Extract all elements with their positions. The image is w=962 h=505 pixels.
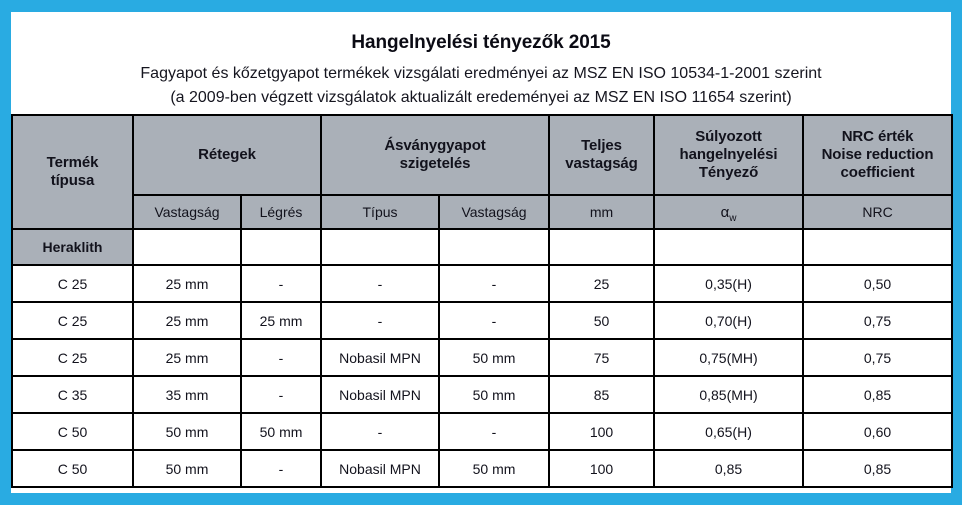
alpha-symbol: α — [720, 203, 730, 221]
cell-asvany-vastagsag: 50 mm — [439, 339, 549, 376]
table-header — [12, 115, 952, 229]
subheader-asvany-vastagsag: Vastagság — [439, 195, 549, 229]
cell-legres: 50 mm — [241, 413, 321, 450]
cell-termek-tipusa: C 50 — [12, 450, 133, 487]
cell-alpha-w: 0,70(H) — [654, 302, 803, 339]
cell-asvany-tipus: - — [321, 265, 439, 302]
cell-asvany-tipus: Nobasil MPN — [321, 376, 439, 413]
cell-teljes-vastagsag: 50 — [549, 302, 654, 339]
header-nrc-line1: NRC érték — [841, 128, 914, 145]
table-row — [12, 413, 952, 450]
header-sulyozott-hangelnyelesi-tenyezo — [654, 115, 803, 195]
cell-asvany-tipus: - — [321, 302, 439, 339]
cell-termek-tipusa: C 35 — [12, 376, 133, 413]
cell-alpha-w: 0,85(MH) — [654, 376, 803, 413]
header-termek-tipusa-line1: Termék — [46, 154, 99, 171]
cell-termek-tipusa: C 25 — [12, 302, 133, 339]
table-row — [12, 450, 952, 487]
cell-nrc: 0,60 — [803, 413, 952, 450]
cell-legres: - — [241, 376, 321, 413]
cell-legres: - — [241, 265, 321, 302]
cell-reteg-vastagsag: 50 mm — [133, 450, 241, 487]
subheader-teljes-vastagsag-mm: mm — [549, 195, 654, 229]
subheader-reteg-vastagsag: Vastagság — [133, 195, 241, 229]
subtitle-line-1: Fagyapot és kőzetgyapot termékek vizsgálati eredményei az MSZ EN ISO 10534-1-2001 szerint — [140, 65, 822, 82]
cell-alpha-w: 0,85 — [654, 450, 803, 487]
content-panel — [11, 12, 951, 493]
header-teljes-vastagsag-line2: vastagság — [565, 155, 638, 172]
cell-nrc: 0,75 — [803, 339, 952, 376]
header-asvanygyapot-line1: Ásványgyapot — [384, 137, 486, 154]
cell-nrc: 0,85 — [803, 450, 952, 487]
header-retegek-line1: Rétegek — [198, 146, 256, 163]
cell-alpha-w: 0,75(MH) — [654, 339, 803, 376]
table-group-row — [12, 229, 952, 265]
subheader-nrc: NRC — [803, 195, 952, 229]
table-row — [12, 302, 952, 339]
header-teljes-vastagsag-line1: Teljes — [581, 137, 622, 154]
cell-legres: 25 mm — [241, 302, 321, 339]
header-asvanygyapot-line2: szigetelés — [399, 155, 471, 172]
cell-asvany-vastagsag: 50 mm — [439, 376, 549, 413]
cell-reteg-vastagsag: 35 mm — [133, 376, 241, 413]
group-row-label: Heraklith — [12, 229, 133, 265]
subheader-alpha-w — [654, 195, 803, 229]
header-nrc-line3: coefficient — [840, 164, 915, 181]
table-row — [12, 376, 952, 413]
cell-teljes-vastagsag: 25 — [549, 265, 654, 302]
header-nrc-line2: Noise reduction — [821, 146, 934, 163]
cell-teljes-vastagsag: 75 — [549, 339, 654, 376]
cell-reteg-vastagsag: 25 mm — [133, 339, 241, 376]
cell-termek-tipusa: C 25 — [12, 265, 133, 302]
alpha-subscript: w — [729, 212, 737, 224]
cell-asvany-vastagsag: - — [439, 413, 549, 450]
group-row-empty-cell — [241, 229, 321, 265]
cell-asvany-tipus: Nobasil MPN — [321, 450, 439, 487]
group-row-empty-cell — [654, 229, 803, 265]
cell-asvany-vastagsag: - — [439, 302, 549, 339]
cell-termek-tipusa: C 50 — [12, 413, 133, 450]
cell-reteg-vastagsag: 25 mm — [133, 302, 241, 339]
page-title: Hangelnyelési tényezők 2015 — [351, 32, 611, 53]
subtitle-line-2: (a 2009-ben végzett vizsgálatok aktualizált eredeményei az MSZ EN ISO 11654 szerint) — [170, 89, 792, 106]
cell-teljes-vastagsag: 100 — [549, 413, 654, 450]
cell-asvany-tipus: Nobasil MPN — [321, 339, 439, 376]
cell-reteg-vastagsag: 50 mm — [133, 413, 241, 450]
cell-asvany-vastagsag: - — [439, 265, 549, 302]
cell-asvany-vastagsag: 50 mm — [439, 450, 549, 487]
group-row-empty-cell — [133, 229, 241, 265]
header-termek-tipusa-line2: típusa — [50, 172, 95, 189]
table-body — [12, 229, 952, 487]
title-block — [11, 12, 951, 114]
cell-termek-tipusa: C 25 — [12, 339, 133, 376]
header-row-units — [12, 195, 952, 229]
subheader-asvany-tipus: Típus — [321, 195, 439, 229]
header-sulyozott-line2: hangelnyelési — [679, 146, 778, 163]
header-sulyozott-line3: Tényező — [698, 164, 759, 181]
group-row-empty-cell — [321, 229, 439, 265]
group-row-empty-cell — [549, 229, 654, 265]
group-row-empty-cell — [803, 229, 952, 265]
table-row — [12, 339, 952, 376]
sound-absorption-table — [11, 114, 953, 488]
cell-asvany-tipus: - — [321, 413, 439, 450]
cell-nrc: 0,85 — [803, 376, 952, 413]
cell-legres: - — [241, 450, 321, 487]
cell-teljes-vastagsag: 85 — [549, 376, 654, 413]
cell-nrc: 0,50 — [803, 265, 952, 302]
table-row — [12, 265, 952, 302]
subheader-legres: Légrés — [241, 195, 321, 229]
header-retegek — [133, 115, 321, 195]
header-sulyozott-line1: Súlyozott — [695, 128, 762, 145]
header-nrc-ertek — [803, 115, 952, 195]
cell-legres: - — [241, 339, 321, 376]
cell-teljes-vastagsag: 100 — [549, 450, 654, 487]
cell-alpha-w: 0,65(H) — [654, 413, 803, 450]
cell-alpha-w: 0,35(H) — [654, 265, 803, 302]
cell-nrc: 0,75 — [803, 302, 952, 339]
header-termek-tipusa — [12, 115, 133, 229]
header-teljes-vastagsag — [549, 115, 654, 195]
header-row-groups — [12, 115, 952, 195]
group-row-empty-cell — [439, 229, 549, 265]
header-asvanygyapot-szigeteles — [321, 115, 549, 195]
cell-reteg-vastagsag: 25 mm — [133, 265, 241, 302]
